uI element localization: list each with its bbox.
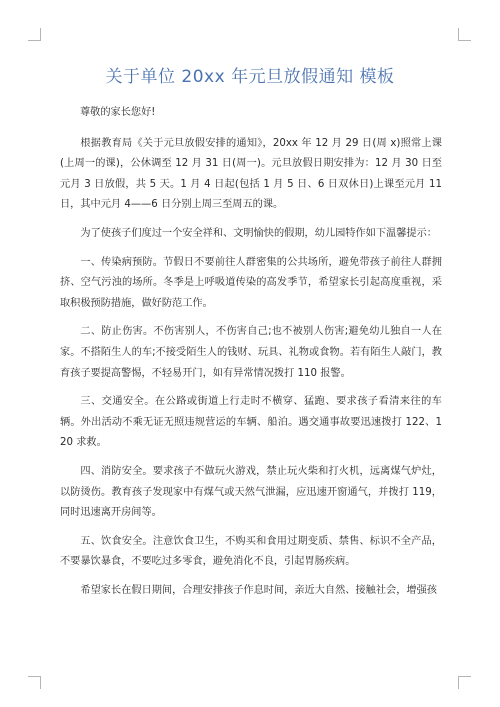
paragraph-holiday-schedule: 根据教育局《关于元旦放假安排的通知》，20xx 年 12 月 29 日(周 x)照常上课(上周一的课)，公休调至 12 月 31 日(周一)。元旦放假日期安排为：12 月 30 日至元月 3 日放假，共 5 天。1 月 4 日起(包括 1 月 5 日、6 日双休日)上课至元月 11 日，其中元月 4——6 日分别上周三至周五的课。 (60, 137, 442, 211)
paragraph-food-safety: 五、饮食安全。注意饮食卫生，不购买和食用过期变质、禁售、标识不全产品，不要暴饮暴食，不要吃过多零食，避免消化不良，引起胃肠疾病。 (60, 535, 442, 568)
paragraph-safety-intro: 为了使孩子们度过一个安全祥和、文明愉快的假期，幼儿园特作如下温馨提示： (80, 227, 437, 239)
greeting: 尊敬的家长您好! (80, 107, 156, 118)
paragraph-injury-prevention: 二、防止伤害。不伤害别人，不伤害自己;也不被别人伤害;避免幼儿独自一人在家。不搭陌生人的车;不接受陌生人的钱财、玩具、礼物或食物。若有陌生人敲门，教育孩子要提高警惕，不轻易开门，如有异常情况拨打 110 报警。 (60, 326, 442, 379)
paragraph-traffic-safety: 三、交通安全。在公路或街道上行走时不横穿、猛跑、要求孩子看清来往的车辆。外出活动不乘无证无照违规营运的车辆、船泊。遇交通事故要迅速拨打 122、120 求救。 (60, 396, 442, 449)
crop-mark-top-right (458, 28, 471, 41)
crop-mark-bottom-left (28, 676, 41, 689)
paragraph-disease-prevention: 一、传染病预防。节假日不要前往人群密集的公共场所，避免带孩子前往人群拥挤、空气污浊的场所。冬季是上呼吸道传染的高发季节，希望家长引起高度重视，采取积极预防措施，做好防范工作。 (60, 256, 442, 309)
document-body (60, 103, 442, 609)
crop-mark-bottom-right (458, 676, 471, 689)
crop-mark-top-left (28, 28, 41, 41)
document-title: 关于单位 20xx 年元旦放假通知 模板 (105, 67, 395, 87)
paragraph-closing: 希望家长在假日期间，合理安排孩子作息时间，亲近大自然、接触社会，增强孩 (80, 584, 437, 596)
paragraph-fire-safety: 四、消防安全。要求孩子不做玩火游戏，禁止玩火柴和打火机，远离煤气炉灶，以防烫伤。教育孩子发现家中有煤气或天然气泄漏，应迅速开窗通气，并拨打 119，同时迅速离开房间等。 (60, 465, 442, 519)
